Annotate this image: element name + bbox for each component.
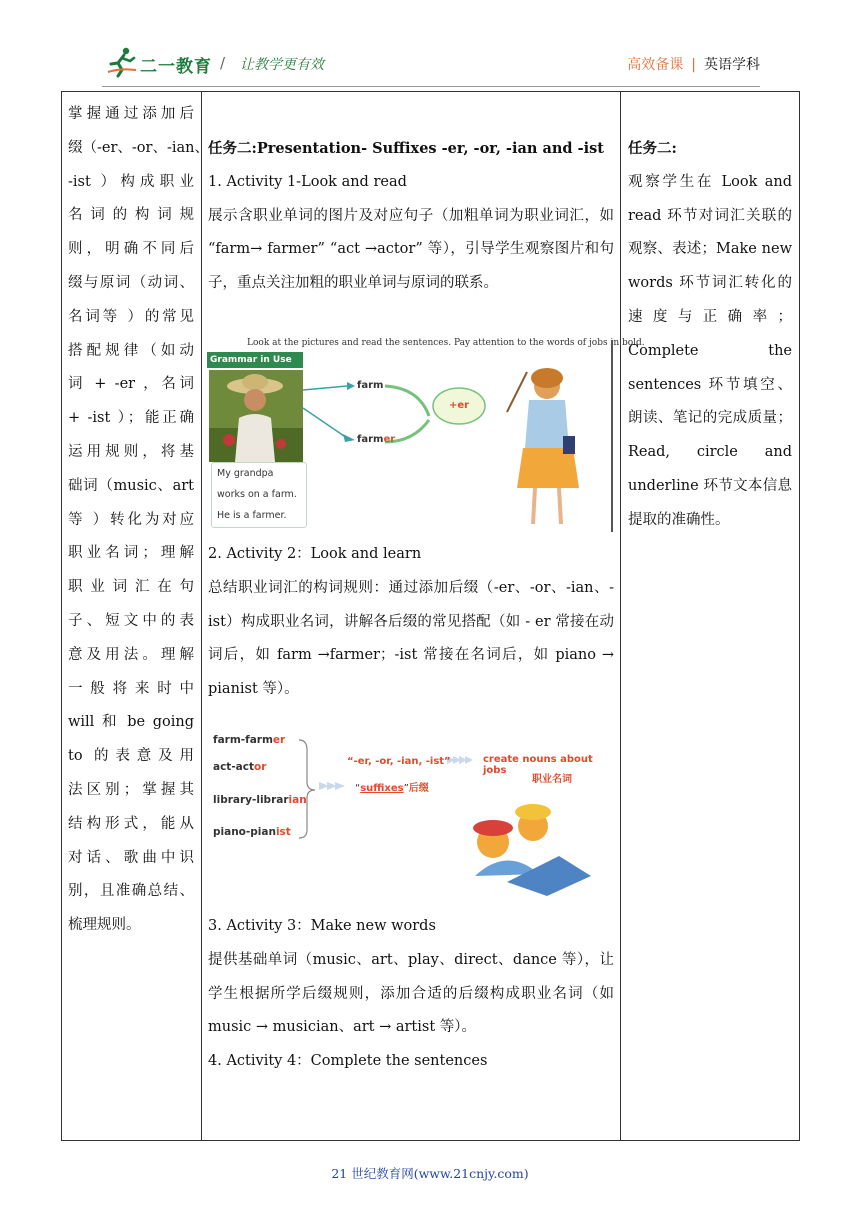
objective-line: 对话、歌曲中识 <box>68 849 194 866</box>
assessment-body: 观察学生在 Look and read 环节对词汇关联的观察、表述；Make new words 环节词汇转化的速度与正确率； Complete the sentences 环节填空、朗读、笔记的完成质量； Read, circle and underline 环节文本信息提取的准确性。 <box>628 173 792 528</box>
sentence-line: My grandpa <box>217 468 274 479</box>
header-rule <box>102 86 760 87</box>
suffix-cn: 后缀 <box>408 783 429 794</box>
figure1-caption: Look at the pictures and read the sentences. Pay attention to the words of jobs in bold. <box>247 338 645 348</box>
assessment-title: 任务二: <box>628 140 677 157</box>
activity4-title: 4. Activity 4：Complete the sentences <box>208 1053 488 1070</box>
activity1-title: 1. Activity 1-Look and read <box>208 173 407 190</box>
activity2-block <box>208 538 614 707</box>
objective-line: 意及用法。理解 <box>68 646 194 663</box>
objective-line: 名词的构词规 <box>68 207 194 224</box>
objective-line: 职业名词；理解 <box>68 545 194 562</box>
objective-line: 名词等 ）的常见 <box>68 308 194 325</box>
grammar-badge: Grammar in Use <box>207 352 303 368</box>
suffix-row: piano-pianist <box>213 826 291 838</box>
objective-line: 子、短文中的表 <box>68 612 194 629</box>
column-divider-right <box>620 92 621 1140</box>
objective-line: 缀与原词（动词、 <box>68 274 194 291</box>
suffix-word: suffixes <box>360 783 404 794</box>
activity3-desc: 提供基础单词（music、art、play、direct、dance 等），让学生根据所学后缀规则，添加合适的后缀构成职业名词（如 music → musician、art → artist 等）。 <box>208 951 614 1036</box>
objective-line: 一般将来时中 <box>68 680 194 697</box>
objective-line: 础词（music、art <box>68 477 194 494</box>
arrow-diagram-icon <box>207 338 615 535</box>
create-nouns-label: create nouns about jobs <box>483 754 593 776</box>
activity2-title: 2. Activity 2：Look and learn <box>208 546 422 562</box>
base-word: farm <box>357 380 384 391</box>
task-title: 任务二:Presentation- Suffixes -er, -or, -ian and -ist <box>208 140 604 157</box>
objective-line: 词 + -er ，名词 <box>68 376 194 393</box>
objective-line: will 和 be going <box>68 714 194 731</box>
objective-line: 职业词汇在句 <box>68 579 194 596</box>
figure1-border <box>611 340 613 532</box>
derived-stem: farm <box>357 434 384 445</box>
objective-line: 则，明确不同后 <box>68 241 194 258</box>
header-divider: | <box>691 57 696 73</box>
suffix-term: “suffixes”后缀 <box>355 783 429 794</box>
derived-word <box>357 434 395 445</box>
sentence-line: works on a farm. <box>217 489 297 500</box>
objective-line: to 的表意及用 <box>68 748 194 765</box>
sentence-line: He is a farmer. <box>217 510 287 521</box>
brace-and-arrows-icon <box>207 726 617 904</box>
objective-line: 运用规则，将基 <box>68 443 194 460</box>
activity34-block <box>208 910 614 1079</box>
page-footer: 21 世纪教育网(www.21cnjy.com) <box>331 1166 529 1181</box>
objective-line: 缀（-er、-or、-ian、 <box>68 139 209 156</box>
plus-er-label: +er <box>449 400 470 411</box>
suffix-row: library-librarian <box>213 794 307 806</box>
logo-slash: / <box>220 54 226 72</box>
suffix-row: farm-farmer <box>213 734 286 746</box>
objectives-cell <box>68 98 209 943</box>
page-header <box>100 40 760 90</box>
activity3-title: 3. Activity 3：Make new words <box>208 918 436 934</box>
column-divider-left <box>201 92 202 1140</box>
header-labels <box>627 54 760 74</box>
logo-text: 二一教育 <box>140 57 212 77</box>
activities-cell <box>208 132 614 301</box>
figure-look-and-read <box>207 338 645 535</box>
logo-slogan: 让教学更有效 <box>240 57 324 73</box>
objective-line: 梳理规则。 <box>68 917 141 934</box>
runner-logo-icon <box>106 46 138 78</box>
suffix-quote: “-er, -or, -ian, -ist” <box>347 756 451 767</box>
subject-label: 英语学科 <box>704 57 760 73</box>
objective-line: 掌握通过添加后 <box>68 106 194 122</box>
activity1-desc: 展示含职业单词的图片及对应句子（加粗单词为职业词汇，如 “farm→ farmer” “act →actor” 等），引导学生观察图片和句子，重点关注加粗的职业单词与原词的联系。 <box>208 207 614 292</box>
objective-line: 结构形式，能从 <box>68 815 194 832</box>
objective-line: 等 ）转化为对应 <box>68 511 194 528</box>
objective-line: 法区别；掌握其 <box>68 781 194 798</box>
figure-look-and-learn <box>207 726 617 904</box>
objective-line: 搭配规律（如动 <box>68 342 194 359</box>
derived-suffix: er <box>383 434 396 445</box>
assessment-cell <box>628 132 792 538</box>
job-nouns-cn: 职业名词 <box>532 774 572 785</box>
objective-line: + -ist ）；能正确 <box>68 410 194 427</box>
prep-label: 高效备课 <box>627 57 684 73</box>
objective-line: -ist ）构成职业 <box>68 173 194 190</box>
activity2-desc: 总结职业词汇的构词规则：通过添加后缀（-er、-or、-ian、-ist）构成职业名词，讲解各后缀的常见搭配（如 - er 常接在动词后，如 farm →farmer；-ist 常接在名词后，如 piano → pianist 等）。 <box>208 579 614 698</box>
suffix-row: act-actor <box>213 761 267 773</box>
objective-line: 别，且准确总结、 <box>68 883 194 900</box>
